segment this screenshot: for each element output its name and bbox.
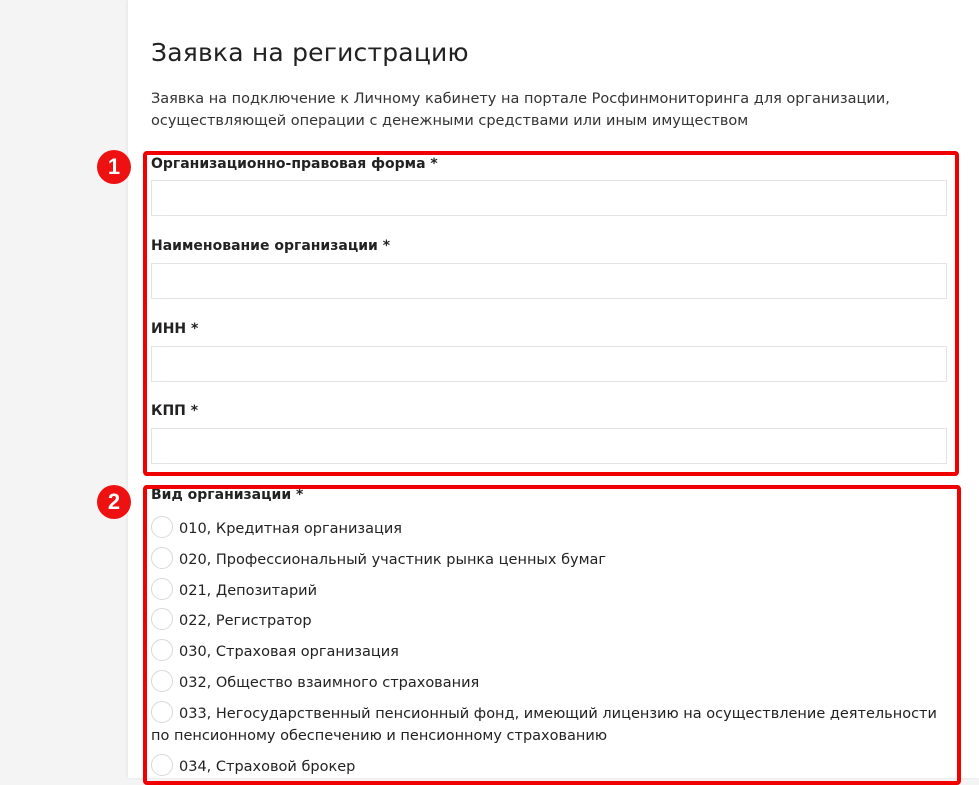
- org-type-option[interactable]: [151, 610, 947, 632]
- org-type-option[interactable]: [151, 672, 947, 694]
- radio-button[interactable]: [151, 547, 173, 569]
- radio-button[interactable]: [151, 608, 173, 630]
- radio-button[interactable]: [151, 701, 173, 723]
- radio-button[interactable]: [151, 578, 173, 600]
- org-legal-form-input[interactable]: [151, 180, 947, 216]
- org-legal-form-label: Организационно-правовая форма *: [151, 156, 438, 172]
- org-name-label: Наименование организации *: [151, 238, 391, 254]
- radio-button[interactable]: [151, 754, 173, 776]
- org-type-option-label: 021, Депозитарий: [179, 583, 318, 599]
- radio-button[interactable]: [151, 670, 173, 692]
- org-type-option-label: 020, Профессиональный участник рынка ценных бумаг: [179, 552, 607, 568]
- org-type-label: Вид организации *: [151, 487, 304, 503]
- inn-input[interactable]: [151, 346, 947, 382]
- page-description: Заявка на подключение к Личному кабинету на портале Росфинмониторинга для организации, осуществляющей операции с денежными средствами или иным имуществом: [151, 91, 890, 129]
- kpp-input[interactable]: [151, 428, 947, 464]
- org-type-option-label: 010, Кредитная организация: [179, 521, 403, 537]
- page-title: Заявка на регистрацию: [151, 38, 469, 67]
- kpp-label: КПП *: [151, 403, 199, 419]
- org-type-option[interactable]: [151, 580, 947, 602]
- org-type-option-label: 030, Страховая организация: [179, 644, 399, 660]
- marker-badge-2: 2: [97, 485, 131, 519]
- org-type-option[interactable]: [151, 703, 947, 747]
- org-type-option[interactable]: [151, 756, 947, 778]
- org-type-option-label: 034, Страховой брокер: [179, 759, 356, 775]
- org-type-option[interactable]: [151, 549, 947, 571]
- org-type-option-label: 032, Общество взаимного страхования: [179, 675, 480, 691]
- marker-badge-1: 1: [97, 150, 131, 184]
- org-type-option[interactable]: [151, 518, 947, 540]
- org-type-option[interactable]: [151, 641, 947, 663]
- org-type-option-label: 033, Негосударственный пенсионный фонд, имеющий лицензию на осуществление деятельности по пенсионному обеспечению и пенсионному страхованию: [151, 706, 937, 744]
- radio-button[interactable]: [151, 516, 173, 538]
- inn-label: ИНН *: [151, 321, 199, 337]
- radio-button[interactable]: [151, 639, 173, 661]
- org-type-option-label: 022, Регистратор: [179, 613, 312, 629]
- org-name-input[interactable]: [151, 263, 947, 299]
